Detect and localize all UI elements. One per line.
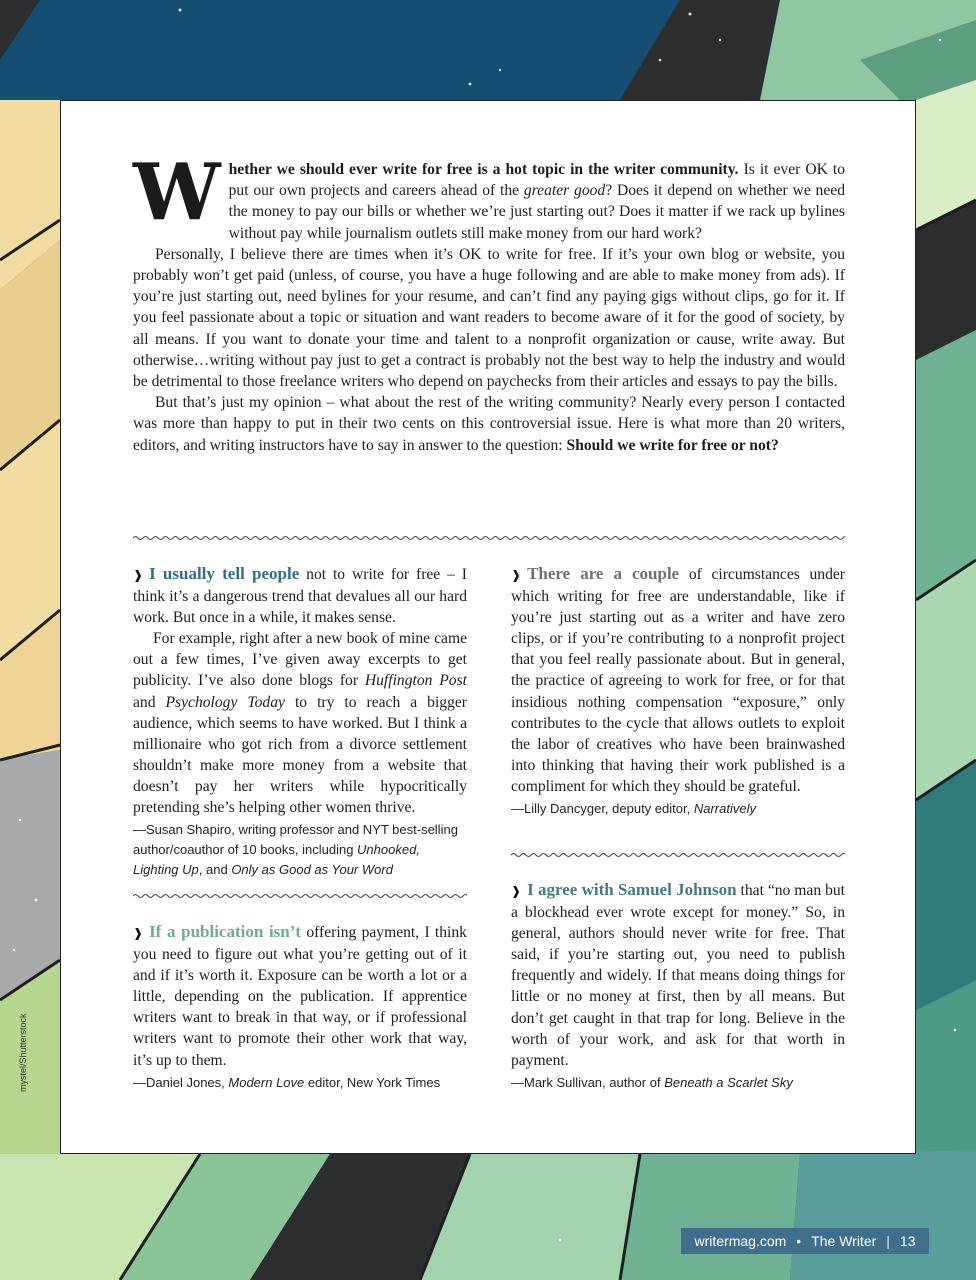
article-panel bbox=[60, 100, 916, 1154]
quote-attribution bbox=[511, 799, 845, 819]
attribution-text: —Mark Sullivan, author of bbox=[511, 1074, 665, 1090]
intro-paragraph-1 bbox=[133, 147, 845, 244]
quote-italic: Huffington Post bbox=[364, 672, 467, 690]
attribution-italic: Modern Love bbox=[228, 1074, 305, 1090]
wavy-divider bbox=[133, 893, 467, 899]
photo-credit: mystel/Shutterstock bbox=[18, 1013, 28, 1092]
intro-italic: greater good bbox=[523, 182, 606, 200]
page-footer bbox=[681, 1228, 929, 1254]
quote-lead: I usually tell people bbox=[149, 564, 300, 583]
quote-attribution bbox=[133, 820, 467, 880]
quote-lead: If a publication isn’t bbox=[149, 922, 302, 941]
footer-magazine: The Writer bbox=[811, 1233, 877, 1249]
quote-susan-shapiro bbox=[133, 563, 467, 880]
attribution-text: —Daniel Jones, bbox=[133, 1074, 229, 1090]
intro-paragraph-2: Personally, I believe there are times when it’s OK to write for free. If it’s your own blog or website, you probably won’t get paid (unless, of course, you have a huge following and are able to make money from ads). If you’re just starting out, need bylines for your resume, and can’t find any paying gigs without clips, go for it. If you feel passionate about a topic or situation and want readers to become aware of it for the good of society, by all means. If you want to donate your time and talent to a nonprofit organization or cause, write away. But otherwise…writing without pay just to get a contract is probably not the best way to help the industry and would be detrimental to those freelance writers who depend on paychecks from their articles and essays to pay the bills. bbox=[133, 245, 845, 391]
attribution-text: editor, New York Times bbox=[304, 1074, 441, 1090]
quote-paragraph bbox=[133, 921, 467, 1071]
arrow-bullet-icon: ❱ bbox=[133, 568, 144, 582]
quote-attribution bbox=[133, 1073, 467, 1093]
attribution-text: —Susan Shapiro, writing professor and NYT best-selling author/coauthor of 10 books, including bbox=[133, 822, 458, 858]
wavy-divider bbox=[511, 852, 845, 858]
attribution-italic: Unhooked, Lighting Up bbox=[133, 842, 420, 878]
attribution-italic: Narratively bbox=[693, 801, 756, 817]
footer-separator: | bbox=[886, 1233, 890, 1249]
quote-text: that “no man but a blockhead ever wrote except for money.” So, in general, authors should never write for free. That said, if you’re starting out, you need to publish frequently and widely. If that means doing things for little or no money at first, then by all means. But don’t get caught in that trap for long. Believe in the worth of your work, and ask for that worth in payment. bbox=[511, 882, 845, 1069]
attribution-italic: Beneath a Scarlet Sky bbox=[664, 1074, 793, 1090]
quote-text: For example, right after a new book of mine came out a few times, I’ve given away excerpts to get publicity. I’ve also done blogs for bbox=[133, 630, 467, 690]
quote-daniel-jones bbox=[133, 921, 467, 1093]
quote-lilly-dancyger bbox=[511, 563, 845, 819]
article-intro bbox=[133, 147, 845, 456]
intro-paragraph-3 bbox=[133, 392, 845, 456]
quote-italic: Psychology Today bbox=[165, 693, 285, 711]
intro-text: But that’s just my opinion – what about the rest of the writing community? Nearly every person I contacted was more than happy to put in their two cents on this controversial issue. Here is what more than 20 writers, editors, and writing instructors have to say in answer to the question: bbox=[133, 394, 845, 454]
page-number: 13 bbox=[899, 1233, 916, 1249]
quote-lead: There are a couple bbox=[527, 564, 680, 583]
intro-text: Is it ever OK to put our own projects and careers ahead of the bbox=[228, 161, 845, 200]
quote-paragraph bbox=[133, 628, 467, 818]
quote-paragraph bbox=[511, 563, 845, 797]
arrow-bullet-icon: ❱ bbox=[511, 568, 522, 582]
intro-lead-bold: hether we should ever write for free is a hot topic in the writer community. bbox=[228, 161, 739, 178]
quote-paragraph bbox=[133, 563, 467, 628]
arrow-bullet-icon: ❱ bbox=[133, 926, 144, 940]
attribution-text: , and bbox=[198, 862, 232, 878]
quote-paragraph bbox=[511, 879, 845, 1071]
quote-attribution bbox=[511, 1073, 845, 1093]
footer-site[interactable]: writermag.com bbox=[694, 1233, 787, 1249]
quote-mark-sullivan bbox=[511, 879, 845, 1093]
quote-lead: I agree with Samuel Johnson bbox=[527, 880, 737, 899]
quote-text: offering payment, I think you need to figure out what you’re getting out of it and if it’s worth it. Exposure can be worth a lot or a little, depending on the publication. If apprentice writers want to break in that way, or if professional writers want to promote their other work that way, it’s up to them. bbox=[133, 924, 467, 1069]
drop-cap: W bbox=[133, 147, 221, 238]
quote-text: not to write for free – I think it’s a dangerous trend that devalues all our hard work. But once in a while, it makes sense. bbox=[133, 566, 467, 627]
footer-bullet: • bbox=[796, 1233, 802, 1249]
quote-text: to try to reach a bigger audience, which seems to have worked. But I think a millionaire who got rich from a divorce settlement shouldn’t make more money from a website that doesn’t pay her writers while hypocritically pretending she’s helping other women thrive. bbox=[133, 693, 467, 817]
quote-text: of circumstances under which writing for free are understandable, like if you’re just starting out as a writer and have zero clips, or if you’re contributing to a nonprofit project that you feel really passionate about. But in general, the practice of agreeing to work for free, or for that insidious nothing compensation “exposure,” only contributes to the cycle that allows outlets to exploit the labor of creatives who have been brainwashed into thinking that having their work published is a compliment for which they should be grateful. bbox=[511, 566, 845, 795]
intro-text: ? Does it depend on whether we need the money to pay our bills or whether we’re just starting out? Does it matter if we rack up bylines without pay while journalism outlets still make money from our hard work? bbox=[228, 182, 845, 242]
attribution-text: —Lilly Dancyger, deputy editor, bbox=[511, 801, 694, 817]
intro-question: Should we write for free or not? bbox=[566, 436, 779, 454]
attribution-italic: Only as Good as Your Word bbox=[231, 862, 393, 878]
wavy-divider bbox=[133, 535, 845, 541]
quote-text: and bbox=[133, 693, 166, 711]
arrow-bullet-icon: ❱ bbox=[511, 884, 522, 898]
